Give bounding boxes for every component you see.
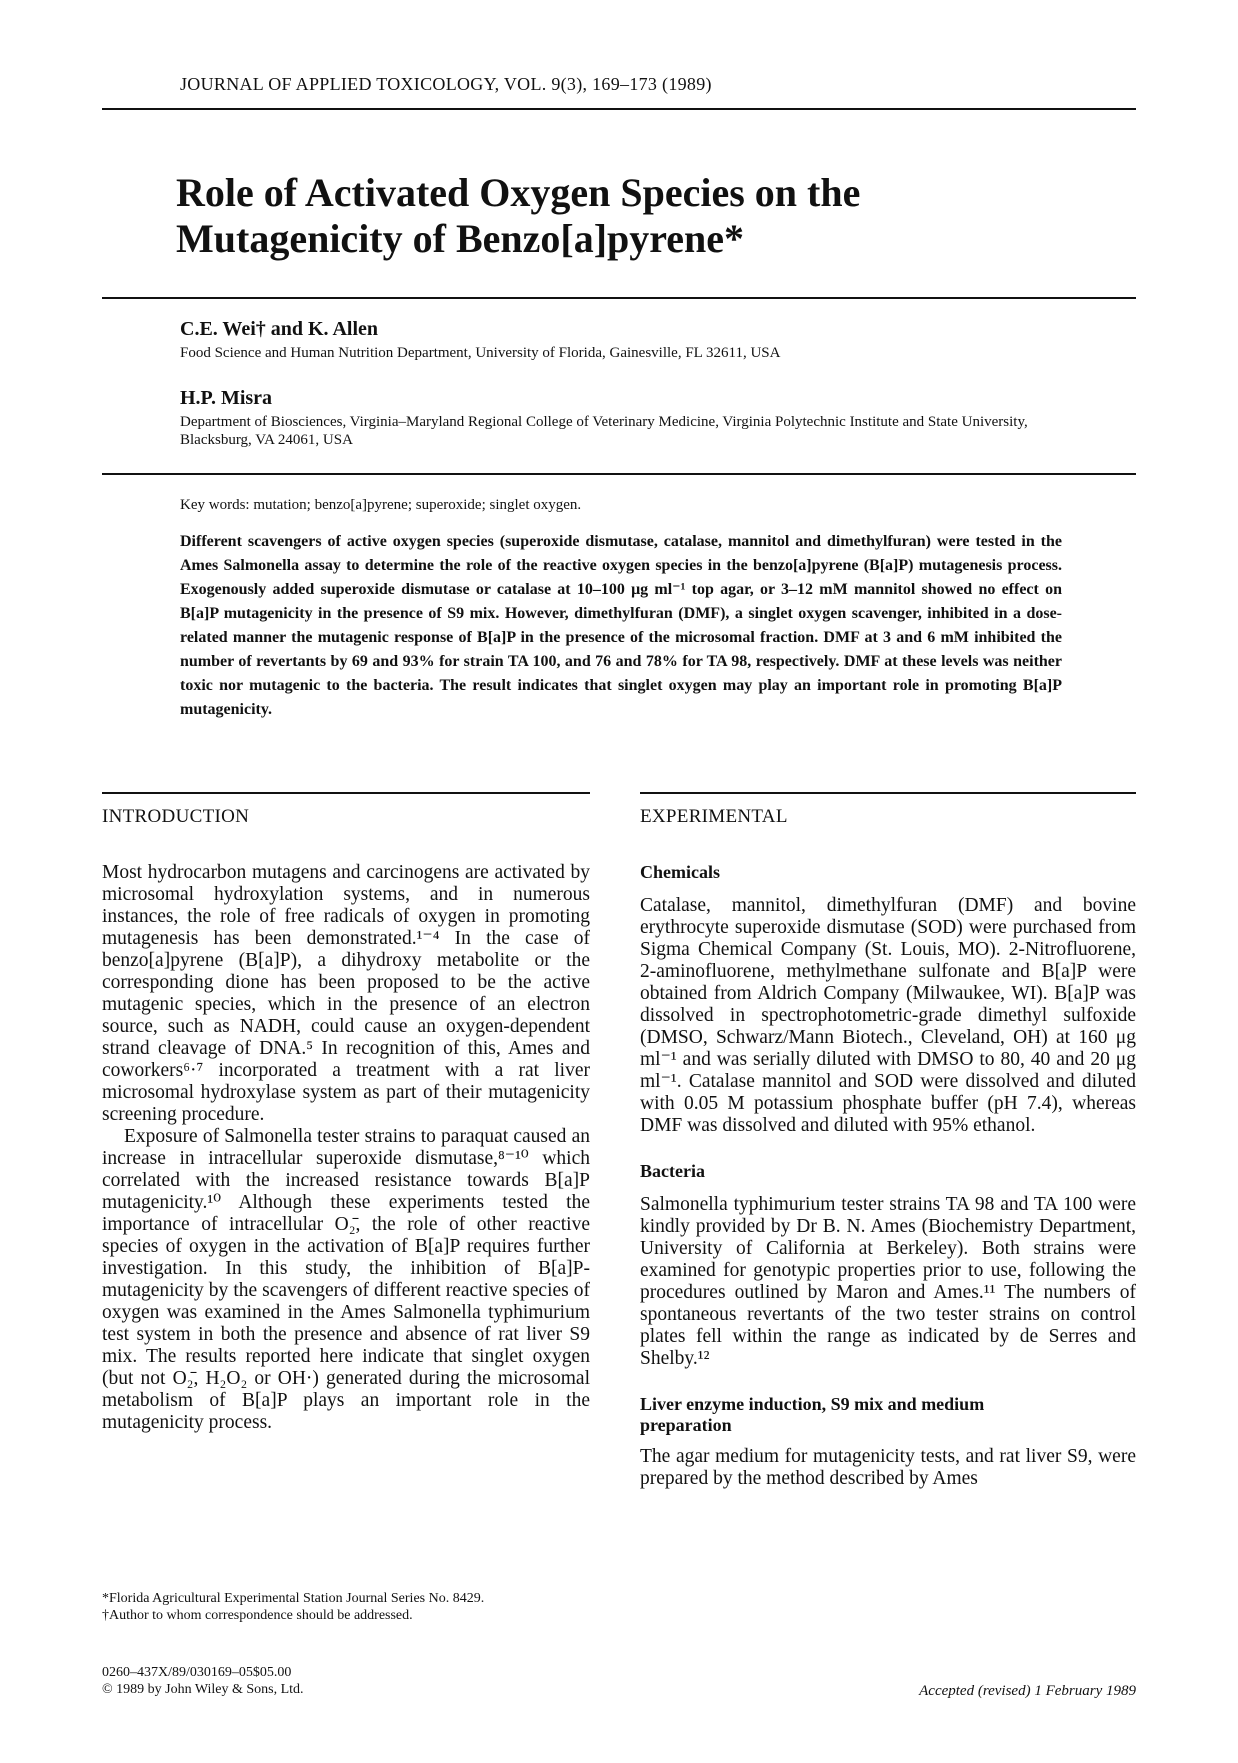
copyright-code: 0260–437X/89/030169–05$05.00 [102, 1665, 292, 1680]
copyright-block [102, 1664, 590, 1698]
chemicals-paragraph: Catalase, mannitol, dimethylfuran (DMF) and bovine erythrocyte superoxide dismutase (SOD) were purchased from Sigma Chemical Company (St. Louis, MO). 2-Nitrofluorene, 2-aminofluorene, methylmethane sulfonate and B[a]P were obtained from Aldrich Company (Milwaukee, WI). B[a]P was dissolved in spectrophotometric-grade dimethyl sulfoxide (DMSO, Schwarz/Mann Biotech., Cleveland, OH) at 160 μg ml⁻¹ and was serially diluted with DMSO to 80, 40 and 20 μg ml⁻¹. Catalase mannitol and SOD were dissolved and diluted with 0.05 M potassium phosphate buffer (pH 7.4), whereas DMF was dissolved and diluted with 95% ethanol. [640, 895, 1136, 1136]
intro-rule [102, 792, 590, 794]
intro-body [102, 862, 590, 1434]
intro-paragraph-1: Most hydrocarbon mutagens and carcinogens are activated by microsomal hydroxylation systems, and in numerous instances, the role of free radicals of oxygen in promoting mutagenesis has been demonstrated.¹⁻⁴ In the case of benzo[a]pyrene (B[a]P), a dihydroxy metabolite or the corresponding dione has been proposed to be the active mutagenic species, which in the presence of an electron source, such as NADH, could cause an oxygen-dependent strand cleavage of DNA.⁵ In recognition of this, Ames and coworkers⁶·⁷ incorporated a treatment with a rat liver microsomal hydroxylase system as part of their mutagenicity screening procedure. [102, 862, 590, 1125]
abstract: Different scavengers of active oxygen species (superoxide dismutase, catalase, mannitol and dimethylfuran) were tested in the Ames Salmonella assay to determine the role of the reactive oxygen species in the benzo[a]pyrene (B[a]P) mutagenesis process. Exogenously added superoxide dismutase or catalase at 10–100 μg ml⁻¹ top agar, or 3–12 mM mannitol showed no effect on B[a]P mutagenicity in the presence of S9 mix. However, dimethylfuran (DMF), a singlet oxygen scavenger, inhibited in a dose-related manner the mutagenic response of B[a]P in the presence of the microsomal fraction. DMF at 3 and 6 mM inhibited the number of revertants by 69 and 93% for strain TA 100, and 76 and 78% for TA 98, respectively. DMF at these levels was neither toxic nor mutagenic to the bacteria. The result indicates that singlet oxygen may play an important role in promoting B[a]P mutagenicity. [180, 533, 1062, 718]
experimental-rule [640, 792, 1136, 794]
chemicals-heading: Chemicals [640, 862, 720, 882]
title-line-2: Mutagenicity of Benzo[a]pyrene* [176, 216, 745, 261]
experimental-body [640, 862, 1136, 1490]
bacteria-paragraph: Salmonella typhimurium tester strains TA 98 and TA 100 were kindly provided by Dr B. N. Ames (Biochemistry Department, University of California at Berkeley). Both strains were examined for genotypic properties prior to use, following the procedures outlined by Maron and Ames.¹¹ The numbers of spontaneous revertants of the two tester strains on control plates fell within the range as indicated by de Serres and Shelby.¹² [640, 1194, 1136, 1369]
footnote-2: †Author to whom correspondence should be addressed. [102, 1608, 413, 1623]
footnote-1: *Florida Agricultural Experimental Station Journal Series No. 8429. [102, 1591, 485, 1606]
author-affiliation-1: Food Science and Human Nutrition Department, University of Florida, Gainesville, FL 32611, USA [180, 345, 781, 361]
experimental-heading: EXPERIMENTAL [640, 806, 788, 827]
accepted-date: Accepted (revised) 1 February 1989 [919, 1683, 1136, 1699]
keywords: Key words: mutation; benzo[a]pyrene; superoxide; singlet oxygen. [180, 497, 582, 513]
liver-paragraph: The agar medium for mutagenicity tests, and rat liver S9, were prepared by the method described by Ames [640, 1446, 1136, 1489]
title-rule [102, 297, 1136, 299]
author-names-2: H.P. Misra [180, 387, 273, 409]
journal-header: JOURNAL OF APPLIED TOXICOLOGY, VOL. 9(3), 169–173 (1989) [180, 74, 712, 94]
title-line-1: Role of Activated Oxygen Species on the [176, 170, 861, 215]
copyright-line: © 1989 by John Wiley & Sons, Ltd. [102, 1682, 304, 1697]
footnotes [102, 1590, 590, 1624]
intro-heading: INTRODUCTION [102, 806, 250, 827]
author-affiliation-2: Department of Biosciences, Virginia–Maryland Regional College of Veterinary Medicine, Virginia Polytechnic Institute and State University, Blacksburg, VA 24061, USA [180, 414, 1028, 448]
header-rule [102, 108, 1136, 110]
bacteria-heading: Bacteria [640, 1161, 705, 1181]
authors-rule [102, 473, 1136, 475]
author-names-1: C.E. Wei† and K. Allen [180, 318, 379, 340]
article-title [176, 170, 1076, 262]
liver-heading: Liver enzyme induction, S9 mix and medium preparation [640, 1394, 985, 1435]
intro-paragraph-2: Exposure of Salmonella tester strains to paraquat caused an increase in intracellular superoxide dismutase,⁸⁻¹⁰ which correlated with the increased resistance towards B[a]P mutagenicity.¹⁰ Although these experiments tested the importance of intracellular O₂̄, the role of other reactive species of oxygen in the activation of B[a]P requires further investigation. In this study, the inhibition of B[a]P-mutagenicity by the scavengers of different reactive species of oxygen was examined in the Ames Salmonella typhimurium test system in both the presence and absence of rat liver S9 mix. The results reported here indicate that singlet oxygen (but not O₂̄, H₂O₂ or OH·) generated during the microsomal metabolism of B[a]P plays an important role in the mutagenicity process. [102, 1126, 590, 1433]
